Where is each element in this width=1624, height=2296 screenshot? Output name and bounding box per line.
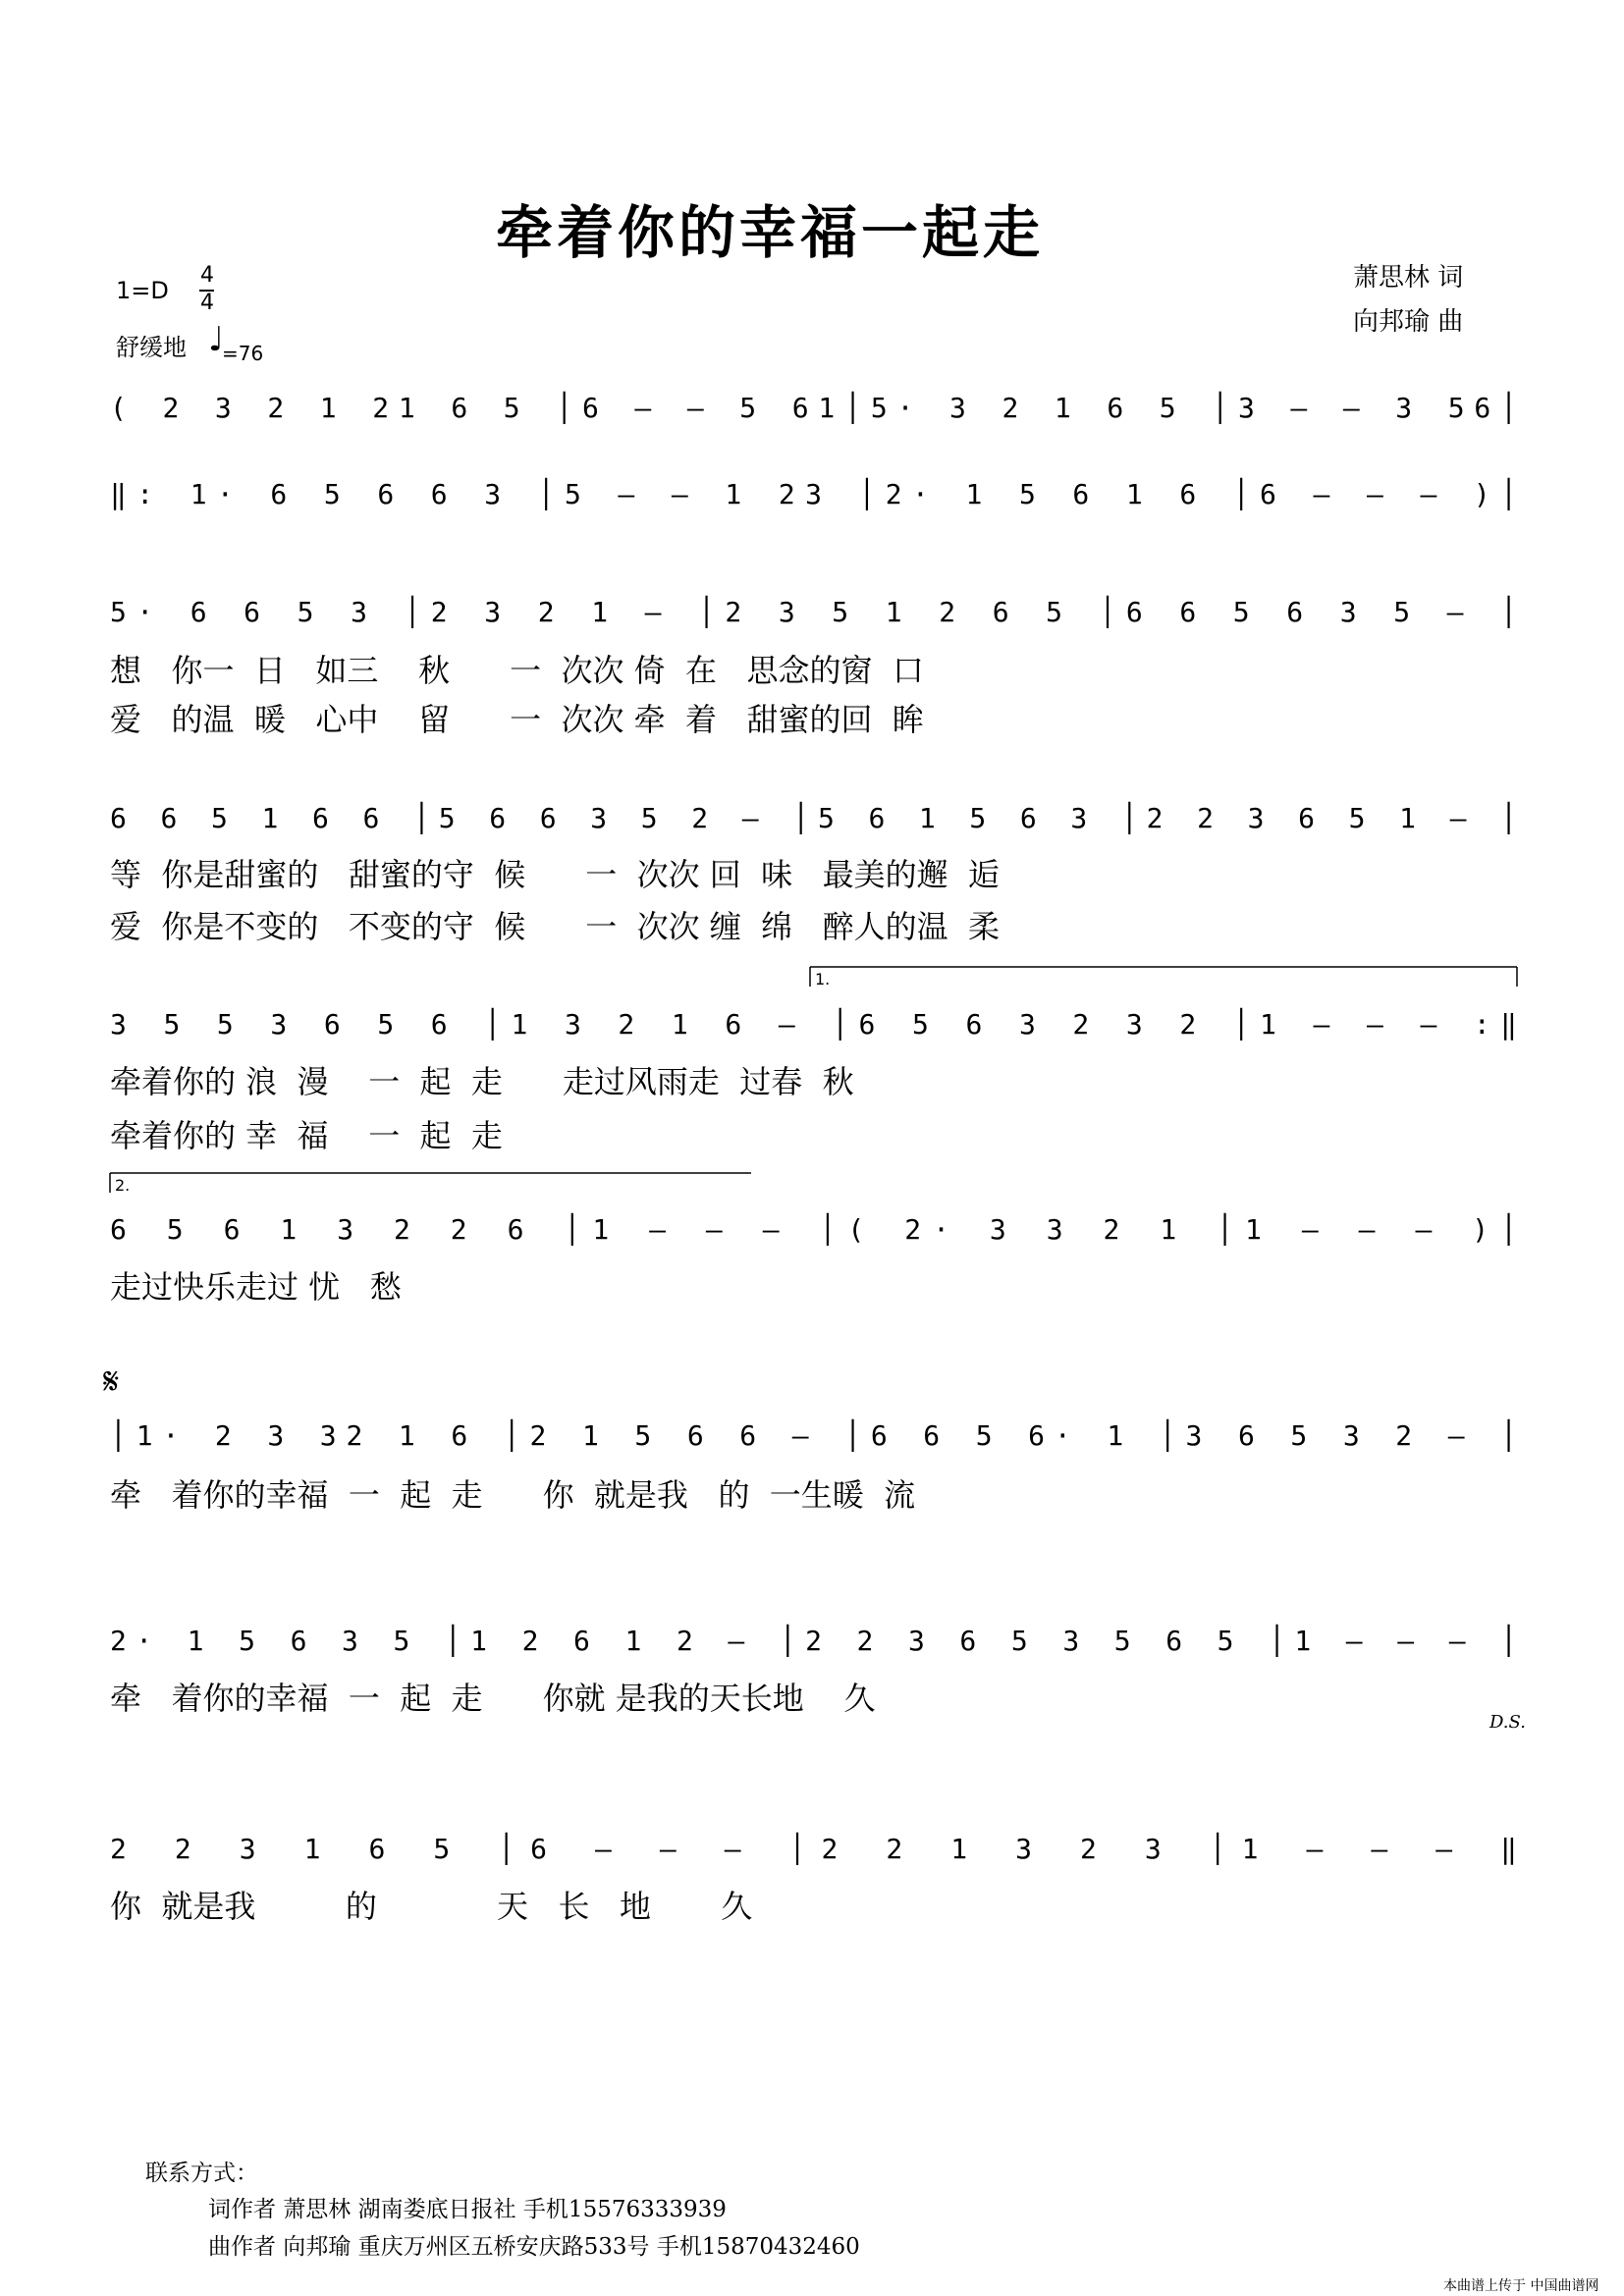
lyricist-credit: 萧思林 词 [1353, 263, 1464, 293]
lyric-line: 走过快乐走过 忧 愁 [110, 1268, 402, 1306]
key-signature: 1=D [116, 277, 169, 304]
lyric-line: 你 就是我 的 天 长 地 久 [110, 1888, 753, 1925]
lyric-line: 牵着你的 幸 福 一 起 走 [110, 1117, 503, 1154]
notation-line: ( 2 3 2 1 21 6 5 │6 – – 5 61│5· 3 2 1 6 5 │3 – – 3 56│ [110, 392, 1517, 424]
quarter-note-icon: ♩ [208, 320, 225, 359]
segno-icon: 𝄋 [103, 1360, 120, 1403]
footer-source: 本曲谱上传于 中国曲谱网 [1443, 2278, 1599, 2294]
tempo-bpm: =76 [222, 342, 264, 365]
notation-line: 2 2 3 1 6 5 │6 – – – │2 2 1 3 2 3 │1 – – – ‖ [110, 1833, 1517, 1865]
lyric-line: 牵 着你的幸福 一 起 走 你 就是我 的 一生暖 流 [110, 1476, 916, 1514]
lyric-line: 牵 着你的幸福 一 起 走 你就 是我的天长地 久 [110, 1680, 876, 1717]
ds-mark: D.S. [1489, 1712, 1526, 1733]
lyric-line: 牵着你的 浪 漫 一 起 走 走过风雨走 过春 秋 [110, 1063, 854, 1100]
notation-line: │1· 2 3 32 1 6 │2 1 5 6 6 – │6 6 5 6· 1 │3 6 5 3 2 – │ [110, 1419, 1517, 1452]
volta-2-label: 2. [115, 1176, 131, 1195]
contact-heading: 联系方式： [145, 2161, 258, 2186]
volta-1-label: 1. [815, 970, 831, 988]
tempo-word: 舒缓地 [116, 334, 187, 361]
lyric-line: 爱 你是不变的 不变的守 候 一 次次 缠 绵 醉人的温 柔 [110, 908, 1000, 945]
lyric-line: 等 你是甜蜜的 甜蜜的守 候 一 次次 回 味 最美的邂 逅 [110, 856, 1000, 893]
notation-line: 2· 1 5 6 3 5 │1 2 6 1 2 – │2 2 3 6 5 3 5 6 5 │1 – – – │ [110, 1625, 1517, 1657]
notation-line: 6 5 6 1 3 2 2 6 │1 – – – │( 2· 3 3 2 1 │1 – – – )│ [110, 1213, 1517, 1246]
time-signature-bottom: 4 [200, 291, 214, 315]
notation-line: ‖: 1· 6 5 6 6 3 │5 – – 1 23 │2· 1 5 6 1 6 │6 – – – )│ [110, 478, 1517, 510]
notation-line: 6 6 5 1 6 6 │5 6 6 3 5 2 – │5 6 1 5 6 3 │2 2 3 6 5 1 – │ [110, 802, 1518, 834]
notation-line: 3 5 5 3 6 5 6 │1 3 2 1 6 – │6 5 6 3 2 3 2 │1 – – – :‖ [110, 1008, 1517, 1041]
composer-credit: 向邦瑜 曲 [1353, 307, 1464, 337]
lyric-line: 爱 的温 暖 心中 留 一 次次 牵 着 甜蜜的回 眸 [110, 701, 924, 738]
contact-lyricist: 词作者 萧思林 湖南娄底日报社 手机15576333939 [208, 2197, 727, 2222]
lyric-line: 想 你一 日 如三 秋 一 次次 倚 在 思念的窗 口 [110, 652, 924, 689]
song-title: 牵着你的幸福一起走 [496, 199, 1045, 266]
notation-line: 5· 6 6 5 3 │2 3 2 1 – │2 3 5 1 2 6 5 │6 6 5 6 3 5 – │ [110, 596, 1517, 628]
contact-composer: 曲作者 向邦瑜 重庆万州区五桥安庆路533号 手机15870432460 [208, 2234, 860, 2260]
time-signature-top: 4 [200, 263, 214, 288]
